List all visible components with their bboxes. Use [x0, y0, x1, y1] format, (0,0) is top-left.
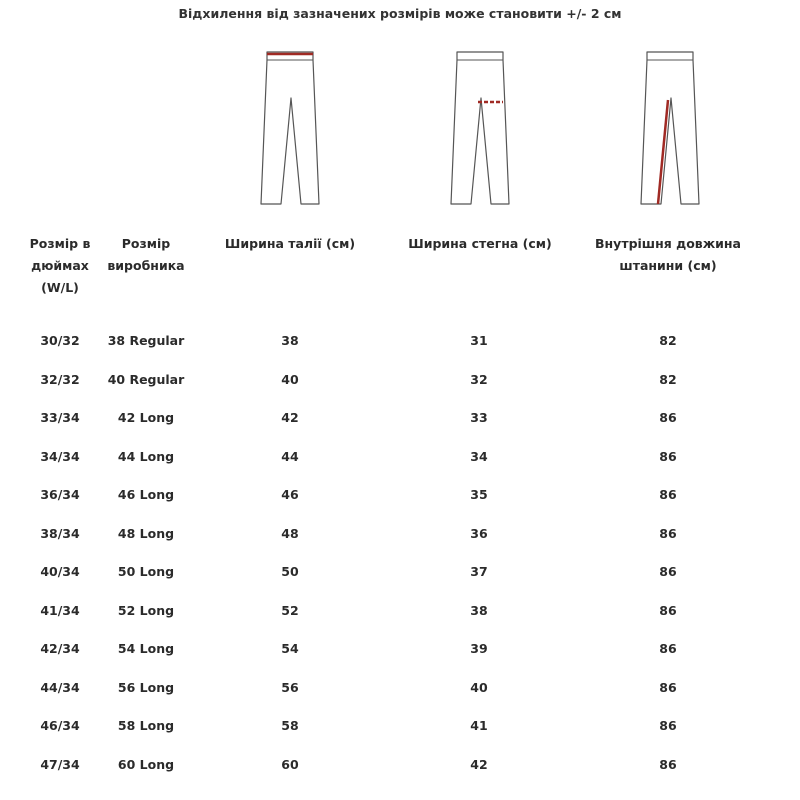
- size-inches-cell: 36/34: [40, 487, 80, 502]
- size-maker-cell: 58 Long: [117, 718, 175, 733]
- size-maker-cell: 50 Long: [117, 564, 175, 579]
- table-row: [0, 408, 800, 428]
- hip-cell: 32: [470, 371, 488, 387]
- inseam-cell: 86: [659, 602, 677, 618]
- waist-cell: 46: [281, 487, 299, 502]
- size-inches-cell: 33/34: [40, 410, 80, 425]
- size-maker-cell: 56 Long: [117, 679, 175, 695]
- size-inches-cell: 41/34: [40, 602, 80, 618]
- size-inches-cell: 34/34: [40, 448, 80, 464]
- size-maker-cell: 38 Regular: [107, 333, 185, 348]
- table-row: [0, 755, 800, 775]
- hip-cell: 42: [470, 756, 488, 772]
- size-maker-cell: 48 Long: [117, 525, 175, 541]
- waist-cell: 58: [281, 718, 299, 733]
- pants-hip-width-icon: [445, 50, 515, 210]
- size-inches-cell: 40/34: [40, 564, 80, 579]
- table-row: [0, 639, 800, 659]
- inseam-cell: 82: [659, 333, 677, 348]
- waist-cell: 40: [281, 371, 299, 387]
- hip-cell: 37: [470, 564, 488, 579]
- waist-cell: 54: [281, 641, 299, 656]
- waist-cell: 42: [281, 410, 299, 425]
- pants-inseam-length-icon: [635, 50, 705, 210]
- header-size-inches: Розмір в дюймах (W/L): [29, 236, 91, 295]
- size-maker-cell: 52 Long: [117, 602, 175, 618]
- size-inches-cell: 42/34: [40, 641, 80, 656]
- header-size-maker: Розмір виробника: [107, 236, 185, 273]
- waist-cell: 38: [281, 333, 299, 348]
- hip-cell: 39: [470, 641, 488, 656]
- inseam-cell: 86: [659, 641, 677, 656]
- waist-cell: 60: [281, 756, 299, 772]
- table-row: [0, 485, 800, 505]
- inseam-cell: 86: [659, 525, 677, 541]
- inseam-cell: 86: [659, 410, 677, 425]
- waist-cell: 56: [281, 679, 299, 695]
- inseam-cell: 86: [659, 756, 677, 772]
- size-inches-cell: 38/34: [40, 525, 80, 541]
- inseam-cell: 86: [659, 448, 677, 464]
- hip-cell: 33: [470, 410, 488, 425]
- waist-cell: 52: [281, 602, 299, 618]
- table-row: [0, 447, 800, 467]
- inseam-cell: 86: [659, 487, 677, 502]
- inseam-cell: 86: [659, 718, 677, 733]
- inseam-cell: 86: [659, 564, 677, 579]
- waist-cell: 48: [281, 525, 299, 541]
- table-row: [0, 716, 800, 736]
- table-row: [0, 678, 800, 698]
- table-row: [0, 331, 800, 351]
- size-maker-cell: 60 Long: [117, 756, 175, 772]
- header-inseam: Внутрішня довжина штанини (см): [595, 236, 741, 273]
- size-deviation-note: Відхилення від зазначених розмірів може становити +/- 2 см: [178, 6, 622, 21]
- table-row: [0, 562, 800, 582]
- size-inches-cell: 47/34: [40, 756, 80, 772]
- size-inches-cell: 32/32: [40, 371, 80, 387]
- hip-cell: 34: [470, 448, 488, 464]
- size-maker-cell: 46 Long: [117, 487, 175, 502]
- hip-cell: 35: [470, 487, 488, 502]
- hip-cell: 40: [470, 679, 488, 695]
- hip-cell: 31: [470, 333, 488, 348]
- size-maker-cell: 54 Long: [117, 641, 175, 656]
- hip-cell: 38: [470, 602, 488, 618]
- hip-cell: 36: [470, 525, 488, 541]
- size-inches-cell: 30/32: [40, 333, 80, 348]
- header-waist: Ширина талії (см): [224, 236, 356, 251]
- size-inches-cell: 44/34: [40, 679, 80, 695]
- size-maker-cell: 42 Long: [117, 410, 175, 425]
- header-hip: Ширина стегна (см): [408, 236, 552, 251]
- waist-cell: 50: [281, 564, 299, 579]
- hip-cell: 41: [470, 718, 488, 733]
- inseam-cell: 86: [659, 679, 677, 695]
- table-row: [0, 370, 800, 390]
- table-row: [0, 601, 800, 621]
- size-maker-cell: 44 Long: [117, 448, 175, 464]
- pants-waist-width-icon: [255, 50, 325, 210]
- size-inches-cell: 46/34: [40, 718, 80, 733]
- table-row: [0, 524, 800, 544]
- size-maker-cell: 40 Regular: [107, 371, 185, 387]
- inseam-cell: 82: [659, 371, 677, 387]
- waist-cell: 44: [281, 448, 299, 464]
